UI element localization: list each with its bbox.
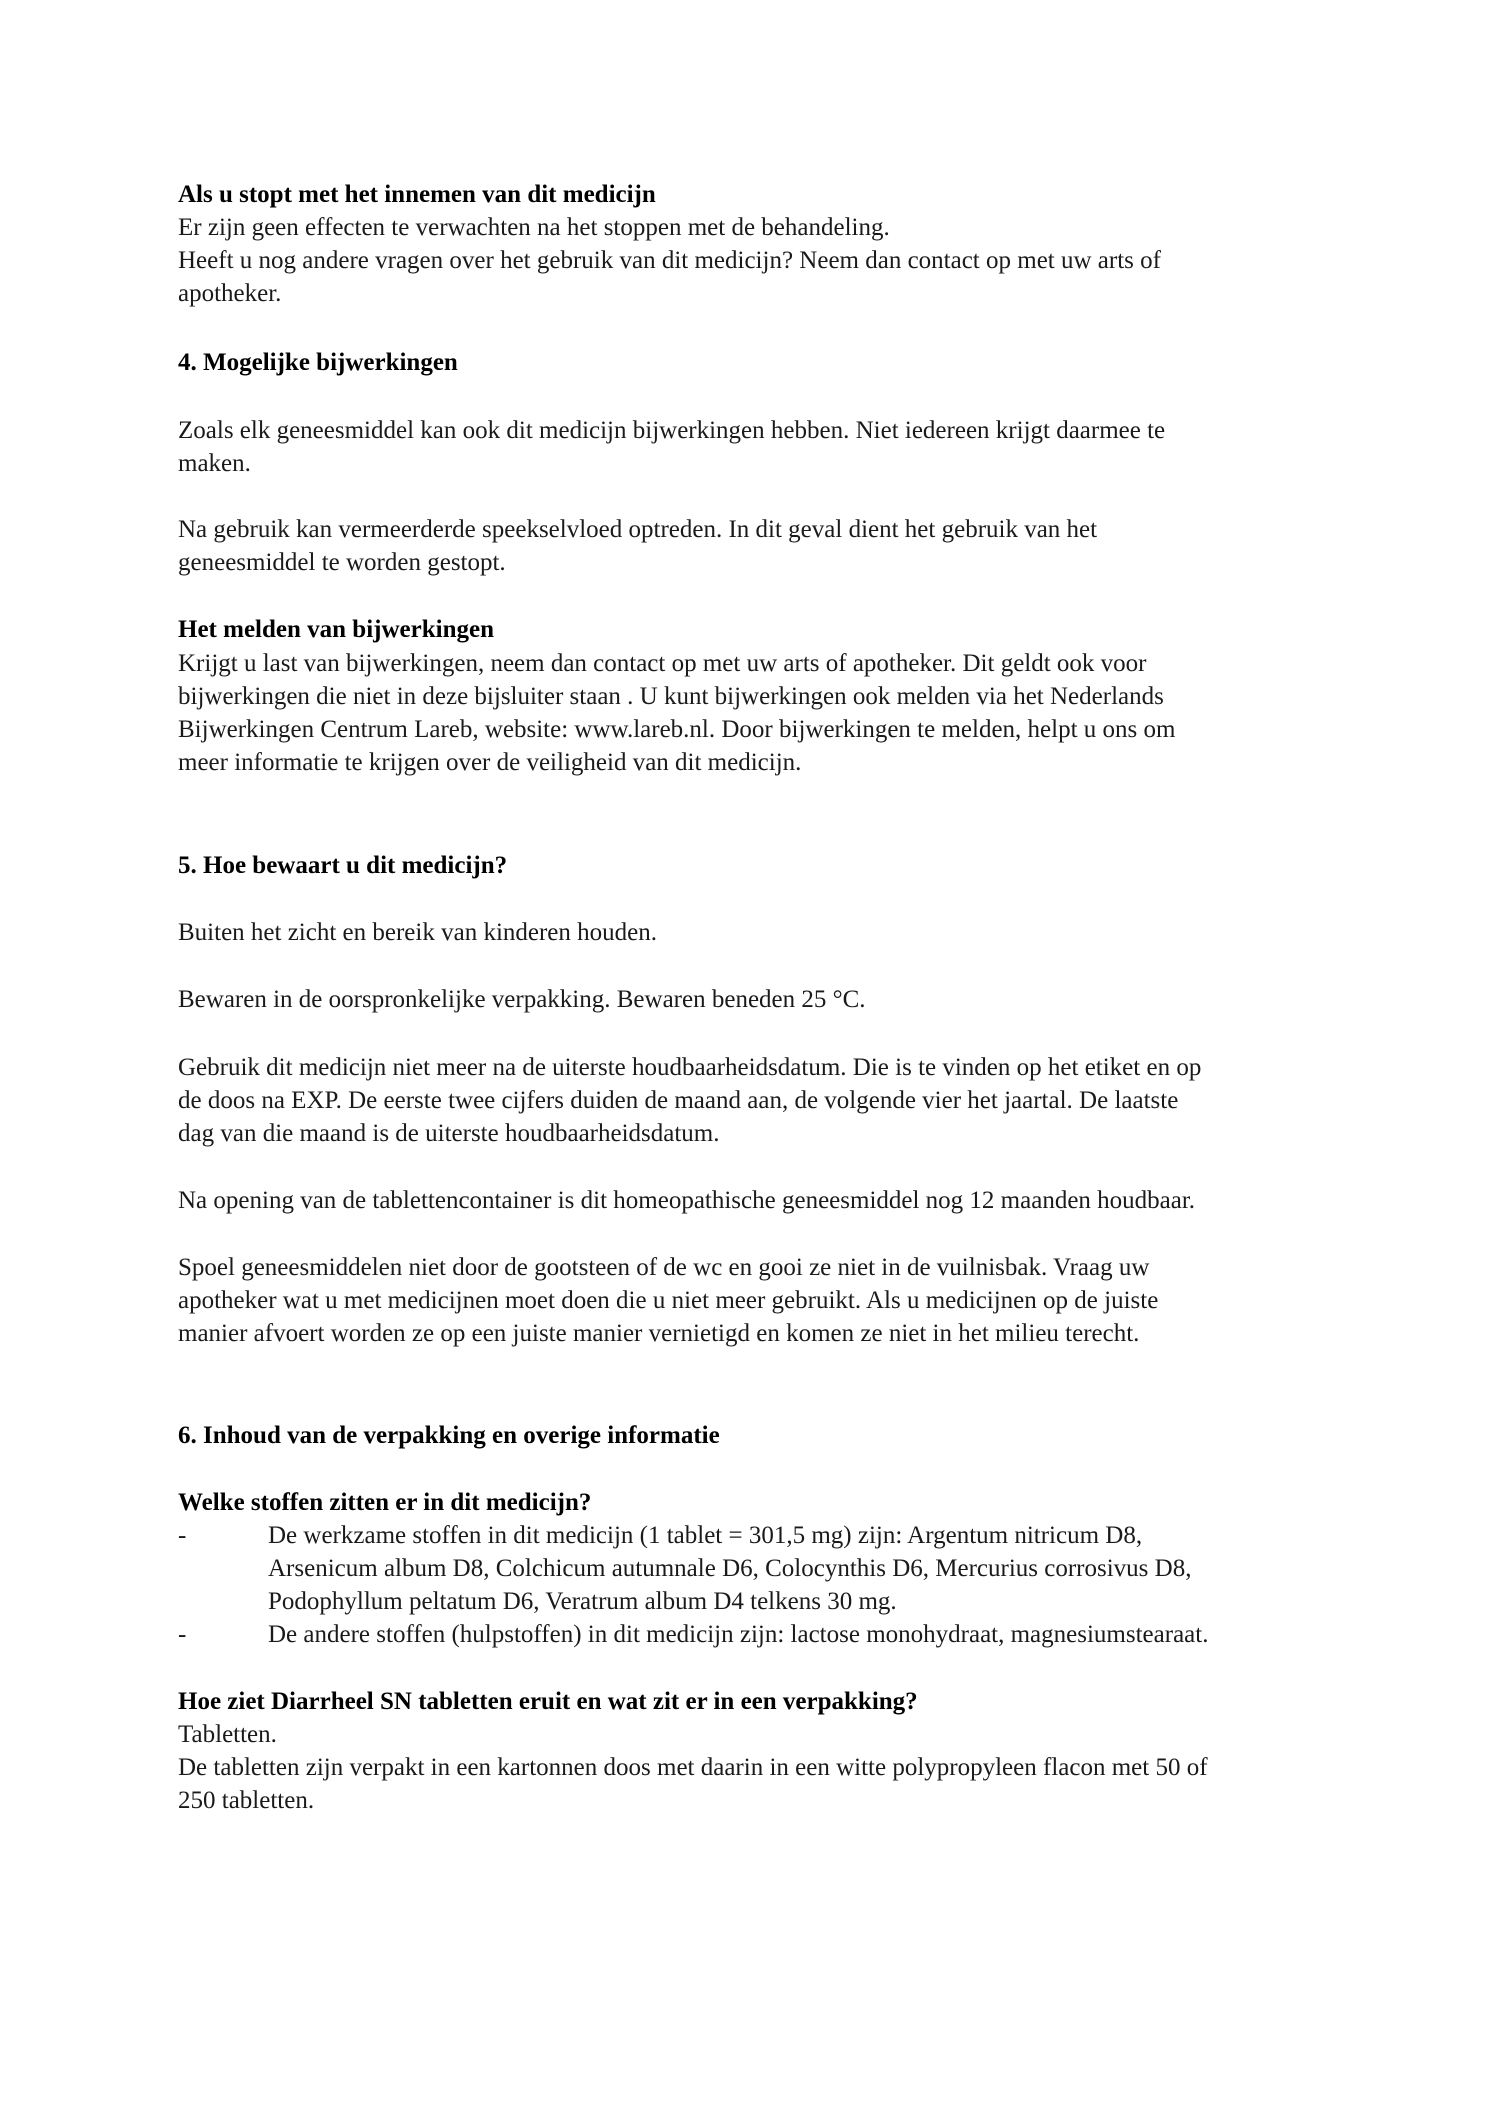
appearance-line: De tabletten zijn verpakt in een kartonnen doos met daarin in een witte polypropyleen flacon met 50 of [178, 1754, 1208, 1781]
report-line: Bijwerkingen Centrum Lareb, website: www.lareb.nl. Door bijwerkingen te melden, helpt u ons om [178, 716, 1176, 743]
appearance-heading: Hoe ziet Diarrheel SN tabletten eruit en wat zit er in een verpakking? [178, 1688, 918, 1715]
section-5-heading: 5. Hoe bewaart u dit medicijn? [178, 852, 508, 879]
section-5-paragraph: manier afvoert worden ze op een juiste manier vernietigd en komen ze niet in het milieu terecht. [178, 1320, 1140, 1347]
appearance-line: 250 tabletten. [178, 1787, 315, 1814]
section-5-paragraph: Buiten het zicht en bereik van kinderen houden. [178, 919, 658, 946]
stop-line: Heeft u nog andere vragen over het gebruik van dit medicijn? Neem dan contact op met uw arts of [178, 247, 1161, 274]
substances-heading: Welke stoffen zitten er in dit medicijn? [178, 1489, 592, 1516]
stop-line: Er zijn geen effecten te verwachten na het stoppen met de behandeling. [178, 214, 890, 241]
section-6-heading: 6. Inhoud van de verpakking en overige informatie [178, 1422, 720, 1449]
section-4-paragraph: Na gebruik kan vermeerderde speekselvloed optreden. In dit geval dient het gebruik van het [178, 516, 1098, 543]
bullet-line: Podophyllum peltatum D6, Veratrum album D4 telkens 30 mg. [268, 1588, 897, 1615]
report-line: bijwerkingen die niet in deze bijsluiter staan . U kunt bijwerkingen ook melden via het Nederlands [178, 683, 1164, 710]
report-line: Krijgt u last van bijwerkingen, neem dan contact op met uw arts of apotheker. Dit geldt ook voor [178, 650, 1147, 677]
section-5-paragraph: dag van die maand is de uiterste houdbaarheidsdatum. [178, 1120, 720, 1147]
report-heading: Het melden van bijwerkingen [178, 616, 494, 643]
bullet-line: De werkzame stoffen in dit medicijn (1 tablet = 301,5 mg) zijn: Argentum nitricum D8, [268, 1522, 1143, 1549]
stop-heading: Als u stopt met het innemen van dit medicijn [178, 181, 656, 208]
section-4-heading: 4. Mogelijke bijwerkingen [178, 349, 458, 376]
section-5-paragraph: de doos na EXP. De eerste twee cijfers duiden de maand aan, de volgende vier het jaartal. De laatste [178, 1087, 1179, 1114]
bullet-line: De andere stoffen (hulpstoffen) in dit medicijn zijn: lactose monohydraat, magnesiumstearaat. [268, 1621, 1209, 1648]
appearance-line: Tabletten. [178, 1721, 277, 1748]
bullet-line: Arsenicum album D8, Colchicum autumnale D6, Colocynthis D6, Mercurius corrosivus D8, [268, 1555, 1192, 1582]
section-5-paragraph: apotheker wat u met medicijnen moet doen die u niet meer gebruikt. Als u medicijnen op de juiste [178, 1287, 1159, 1314]
stop-line: apotheker. [178, 280, 282, 307]
section-4-paragraph: geneesmiddel te worden gestopt. [178, 549, 506, 576]
section-5-paragraph: Gebruik dit medicijn niet meer na de uiterste houdbaarheidsdatum. Die is te vinden op het etiket en op [178, 1054, 1202, 1081]
bullet-marker: - [178, 1522, 187, 1549]
section-4-paragraph: Zoals elk geneesmiddel kan ook dit medicijn bijwerkingen hebben. Niet iedereen krijgt daarmee te [178, 417, 1166, 444]
bullet-marker: - [178, 1621, 187, 1648]
report-line: meer informatie te krijgen over de veiligheid van dit medicijn. [178, 749, 802, 776]
section-5-paragraph: Spoel geneesmiddelen niet door de gootsteen of de wc en gooi ze niet in de vuilnisbak. Vraag uw [178, 1254, 1150, 1281]
section-5-paragraph: Na opening van de tablettencontainer is dit homeopathische geneesmiddel nog 12 maanden houdbaar. [178, 1187, 1196, 1214]
section-4-paragraph: maken. [178, 450, 251, 477]
section-5-paragraph: Bewaren in de oorspronkelijke verpakking. Bewaren beneden 25 °C. [178, 986, 866, 1013]
